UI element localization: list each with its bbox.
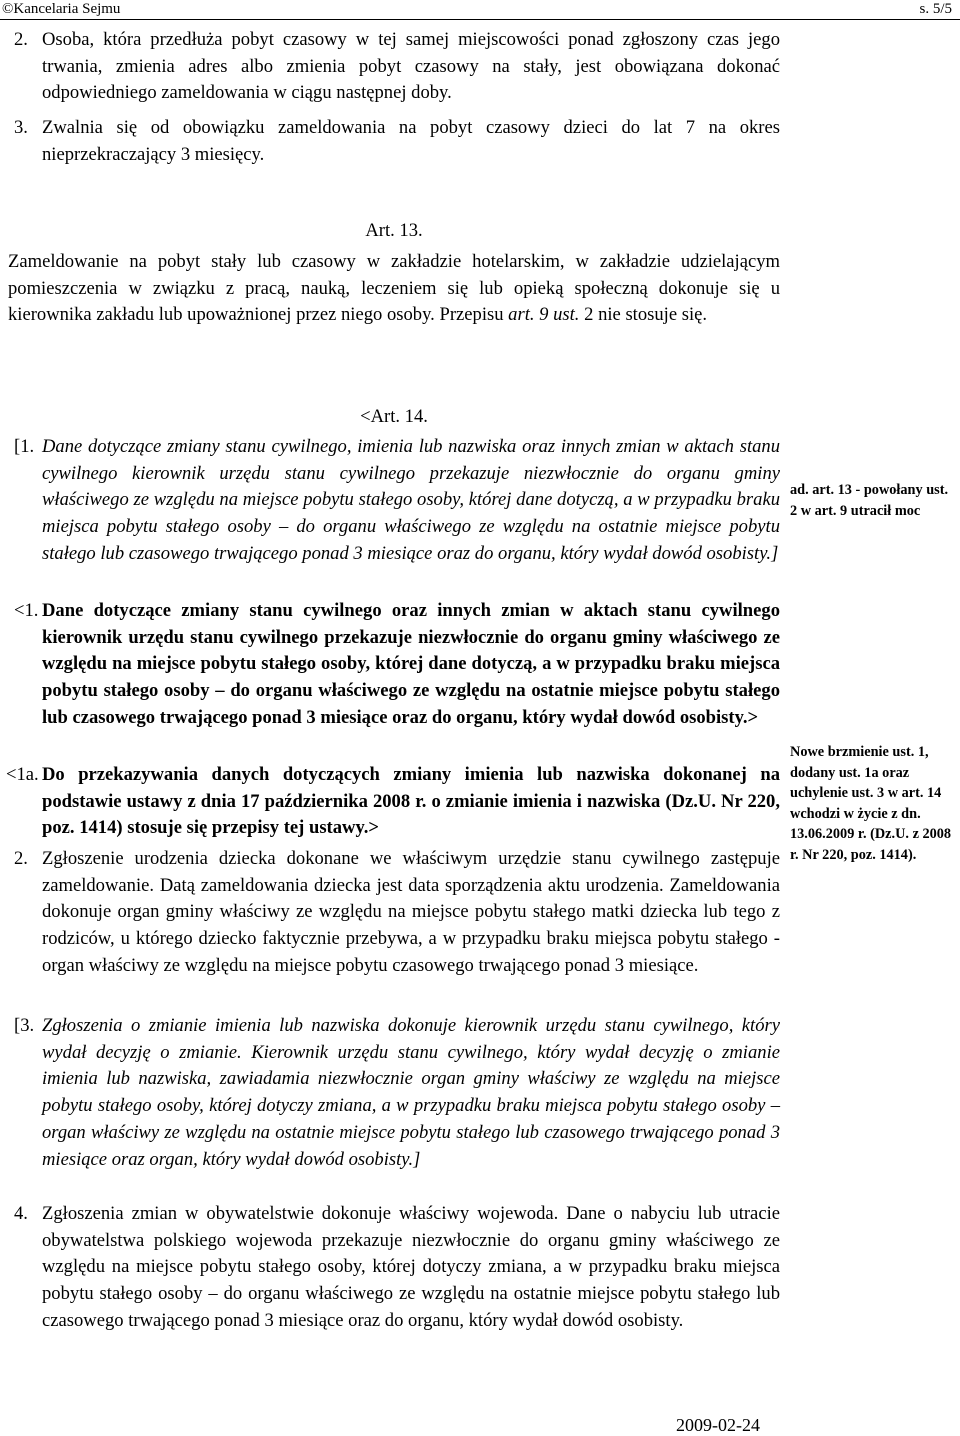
header-page-number: s. 5/5 xyxy=(919,1,952,17)
art14-p2-number: 2. xyxy=(14,848,28,869)
art14-p4 xyxy=(14,1201,780,1335)
art14-p2 xyxy=(14,846,780,980)
art14-p1-old-text: Dane dotyczące zmiany stanu cywilnego, imienia lub nazwiska oraz innych zmian w aktach stanu cywilnego kierownik urzędu stanu cywilnego przekazuje niezwłocznie do organu gminy właściwego ze względu na miejsce pobytu stałego osoby, której dane dotyczą, a w przypadku braku miejsca pobytu stałego osoby – do organu właściwego ze względu na ostatnie miejsce pobytu stałego lub czasowego trwającego ponad 3 miesiące oraz do organu, który wydał dowód osobisty.] xyxy=(42,436,780,564)
art14-p1a-number: <1a. xyxy=(6,764,39,785)
art13-ref-tail: nie stosuje się. xyxy=(598,304,708,326)
art12-p3-text: Zwalnia się od obowiązku zameldowania na pobyt czasowy dzieci do lat 7 na okres nieprzekraczający 3 miesięcy. xyxy=(42,117,780,165)
art14-p3-text: Zgłoszenia o zmianie imienia lub nazwiska dokonuje kierownik urzędu stanu cywilnego, który wydał decyzję o zmianie. Kierownik urzędu stanu cywilnego, który wydał decyzję o zmianie imienia lub nazwiska, zawiadamia niezwłocznie organ gminy właściwy ze względu na miejsce pobytu stałego osoby, której dotyczy zmiana, a w przypadku braku miejsca pobytu stałego osoby – organ właściwy ze względu na ostatnie miejsce pobytu stałego lub czasowego trwającego ponad 3 miesiące oraz organ, który wydał dowód osobisty.] xyxy=(42,1015,780,1170)
art12-p2-number: 2. xyxy=(14,29,28,50)
art14-p1-new xyxy=(14,598,780,732)
art14-p4-number: 4. xyxy=(14,1203,28,1224)
art14-p1-old-number: [1. xyxy=(14,436,35,457)
header-publisher: ©Kancelaria Sejmu xyxy=(2,1,121,17)
art12-paragraph-3 xyxy=(14,115,780,168)
footer-date: 2009-02-24 xyxy=(676,1415,760,1435)
art14-p1-new-number: <1. xyxy=(14,600,39,621)
art14-p3-number: [3. xyxy=(14,1015,35,1036)
side-note-art14: Nowe brzmienie ust. 1, dodany ust. 1a oraz uchylenie ust. 3 w art. 14 wchodzi w życie z dn. 13.06.2009 r. (Dz.U. z 2008 r. Nr 220, poz. 1414). xyxy=(790,744,952,863)
art12-p3-number: 3. xyxy=(14,117,28,138)
art14-p1a-text: Do przekazywania danych dotyczących zmiany imienia lub nazwiska dokonanej na podstawie ustawy z dnia 17 października 2008 r. o zmianie imienia i nazwiska (Dz.U. Nr 220, poz. 1414) stosuje się przepisy tej ustawy.> xyxy=(42,764,780,839)
art13-text xyxy=(8,249,780,329)
art12-paragraph-2 xyxy=(14,27,780,107)
art13-body: Zameldowanie na pobyt stały lub czasowy w zakładzie hotelarskim, w zakładzie udzielającym pomieszczenia w związku z pracą, nauką, leczeniem się lub opieką społeczną dokonuje się u kierownika zakładu lub upoważnionej przez niego osoby. Przepisu xyxy=(8,251,780,326)
art14-title: <Art. 14. xyxy=(360,406,428,427)
art12-p2-text: Osoba, która przedłuża pobyt czasowy w tej samej miejscowości ponad zgłoszony czas jego trwania, zmienia adres albo zmienia pobyt czasowy na stały, jest obowiązana dokonać odpowiedniego zameldowania w ciągu następnej doby. xyxy=(42,29,780,104)
art14-p3 xyxy=(14,1013,780,1173)
art13-ref-num: 2 xyxy=(584,304,594,326)
art14-p1-old xyxy=(14,434,780,568)
page-header xyxy=(0,0,960,20)
art13-title: Art. 13. xyxy=(365,220,423,241)
art14-p1-new-text: Dane dotyczące zmiany stanu cywilnego oraz innych zmian w aktach stanu cywilnego kierownik urzędu stanu cywilnego przekazuje niezwłocznie do organu gminy właściwego ze względu na miejsce pobytu stałego osoby, której dane dotyczą, a w przypadku braku miejsca pobytu stałego osoby – do organu właściwego ze względu na ostatnie miejsce pobytu stałego lub czasowego trwającego ponad 3 miesiące oraz do organu, który wydał dowód osobisty.> xyxy=(42,600,780,728)
art14-p1a xyxy=(6,762,780,842)
art14-p2-text: Zgłoszenie urodzenia dziecka dokonane we właściwym urzędzie stanu cywilnego zastępuje zameldowanie. Datą zameldowania dziecka jest data sporządzenia aktu urodzenia. Zameldowania dokonuje organ gminy właściwy ze względu na miejsce pobytu stałego matki dziecka lub tego z rodziców, u którego dziecko faktycznie przebywa, a w przypadku braku miejsca pobytu stałego - organ właściwy ze względu na miejsce pobytu czasowego trwającego ponad 3 miesiące. xyxy=(42,848,780,976)
side-note-art13: ad. art. 13 - powołany ust. 2 w art. 9 utracił moc xyxy=(790,482,949,519)
art14-p4-text: Zgłoszenia zmian w obywatelstwie dokonuje właściwy wojewoda. Dane o nabyciu lub utracie obywatelstwa polskiego wojewoda przekazuje niezwłocznie do organu gminy właściwego ze względu na miejsce pobytu stałego osoby, której dotyczy zmiana, a w przypadku braku miejsca pobytu stałego osoby – do organu właściwego ze względu na ostatnie miejsce pobytu stałego lub czasowego trwającego ponad 3 miesiące oraz do organu, który wydał dowód osobisty. xyxy=(42,1203,780,1331)
art13-ref-art: art. 9 ust. xyxy=(508,304,580,326)
header-rule xyxy=(0,19,960,20)
